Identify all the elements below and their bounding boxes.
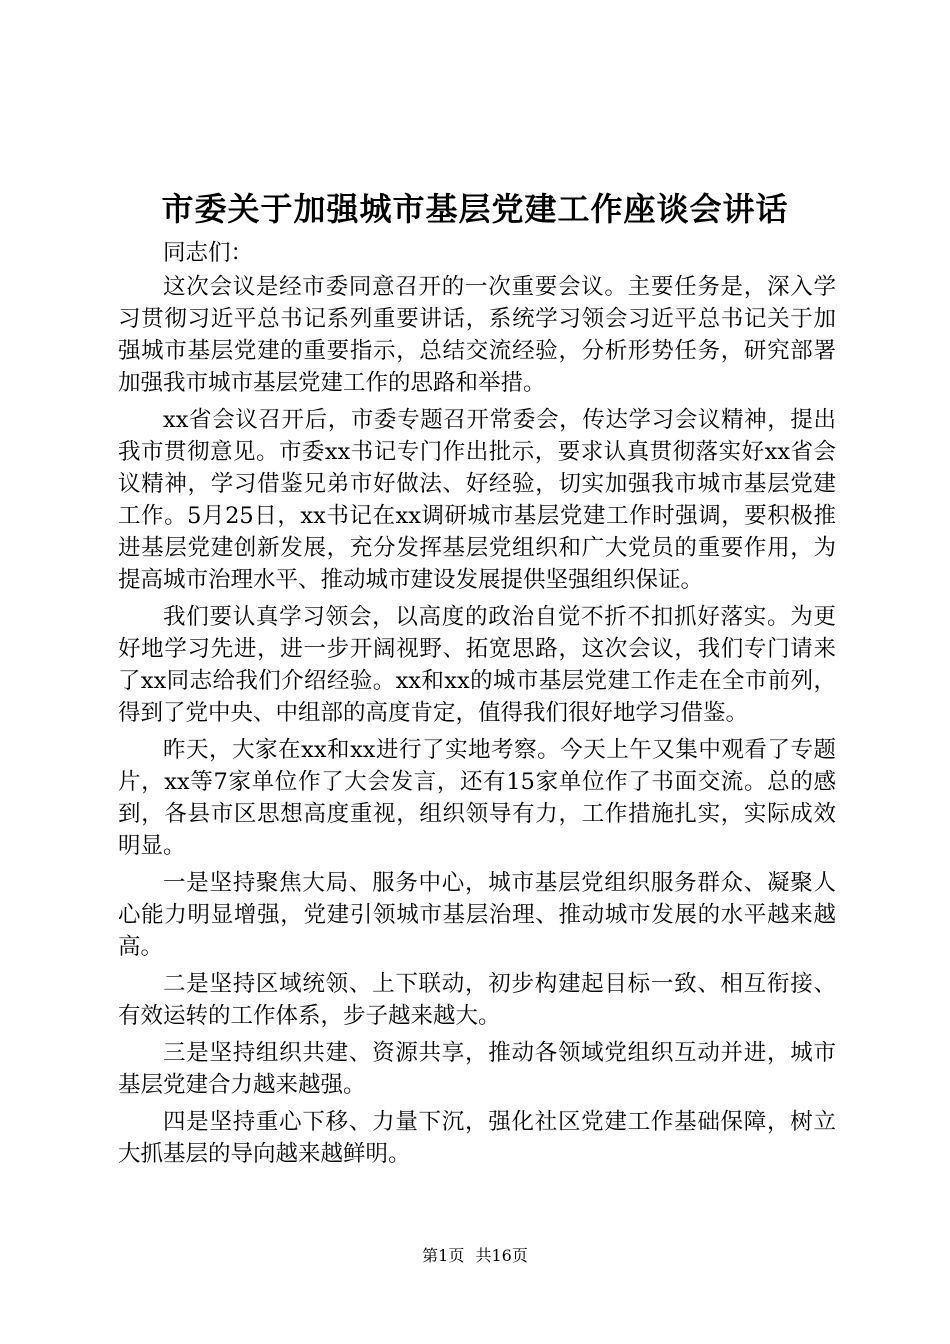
- document-body: [118, 237, 836, 1175]
- current-page-number: 第1页: [422, 1246, 465, 1265]
- paragraph-8: 四是坚持重心下移、力量下沉，强化社区党建工作基础保障，树立大抓基层的导向越来越鲜明。: [118, 1109, 836, 1167]
- paragraph-4: 昨天，大家在xx和xx进行了实地考察。今天上午又集中观看了专题片，xx等7家单位作了大会发言，还有15家单位作了书面交流。总的感到，各县市区思想高度重视，组织领导有力，工作措施扎实，实际成效明显。: [118, 737, 836, 859]
- paragraph-5: 一是坚持聚焦大局、服务中心，城市基层党组织服务群众、凝聚人心能力明显增强，党建引领城市基层治理、推动城市发展的水平越来越高。: [118, 870, 836, 960]
- paragraph-1: 这次会议是经市委同意召开的一次重要会议。主要任务是，深入学习贯彻习近平总书记系列重要讲话，系统学习领会习近平总书记关于加强城市基层党建的重要指示，总结交流经验，分析形势任务，研究部署加强我市城市基层党建工作的思路和举措。: [118, 274, 836, 396]
- page-footer: [0, 1244, 950, 1268]
- paragraph-7: 三是坚持组织共建、资源共享，推动各领域党组织互动并进，城市基层党建合力越来越强。: [118, 1040, 836, 1098]
- paragraph-3: 我们要认真学习领会，以高度的政治自觉不折不扣抓好落实。为更好地学习先进，进一步开阔视野、拓宽思路，这次会议，我们专门请来了xx同志给我们介绍经验。xx和xx的城市基层党建工作走在全市前列，得到了党中央、中组部的高度肯定，值得我们很好地学习借鉴。: [118, 604, 836, 726]
- total-pages: 共16页: [475, 1246, 528, 1265]
- paragraph-6: 二是坚持区域统领、上下联动，初步构建起目标一致、相互衔接、有效运转的工作体系，步子越来越大。: [118, 971, 836, 1029]
- salutation: 同志们：: [163, 240, 254, 266]
- document-title: 市委关于加强城市基层党建工作座谈会讲话: [161, 190, 789, 228]
- paragraph-2: xx省会议召开后，市委专题召开常委会，传达学习会议精神，提出我市贯彻意见。市委xx书记专门作出批示，要求认真贯彻落实好xx省会议精神，学习借鉴兄弟市好做法、好经验，切实加强我市城市基层党建工作。5月25日，xx书记在xx调研城市基层党建工作时强调，要积极推进基层党建创新发展，充分发挥基层党组织和广大党员的重要作用，为提高城市治理水平、推动城市建设发展提供坚强组织保证。: [118, 407, 836, 593]
